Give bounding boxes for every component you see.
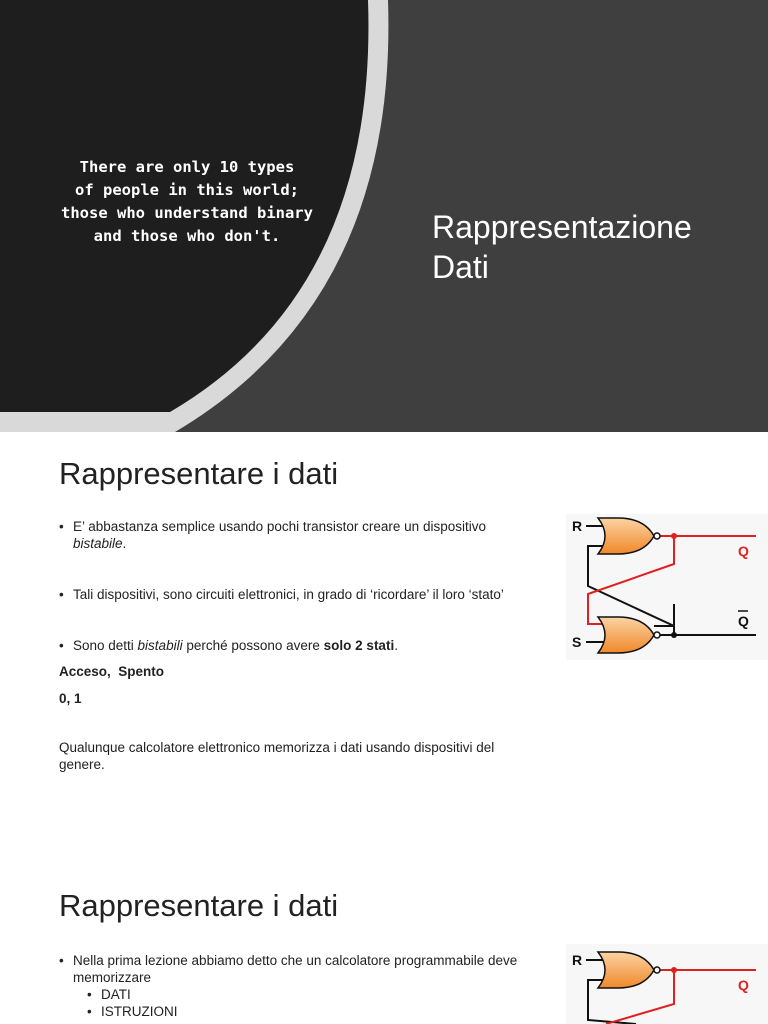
label-q: Q (738, 977, 749, 993)
nor-gate-top (598, 952, 654, 988)
binary-joke-text: There are only 10 types of people in this world; those who understand binary and those who don't. (61, 158, 313, 245)
label-r: R (572, 518, 583, 534)
label-q-bar: Q (738, 613, 749, 629)
bullet-strong: solo 2 stati (323, 638, 395, 653)
bullet-two-states (59, 637, 549, 654)
sr-latch-diagram (566, 514, 768, 660)
bullet-period: . (394, 638, 398, 653)
nor-gate-top (598, 518, 654, 554)
states-digits: 0, 1 (59, 691, 82, 706)
bullet-text: perché possono avere (182, 638, 324, 653)
presentation-title (432, 207, 752, 287)
bullet-list (59, 586, 559, 603)
nor-gate-bottom (598, 617, 654, 653)
label-r: R (572, 952, 583, 968)
sub-bullet-data: • DATI (59, 986, 539, 1003)
content-slide-2 (0, 864, 768, 1024)
bullet-list (59, 518, 549, 552)
bullet-text: Sono detti (73, 638, 138, 653)
bullet-memory: • Nella prima lezione abbiamo detto che un calcolatore programmabile deve memorizzare (59, 952, 539, 986)
bullet-text: E’ abbastanza semplice usando pochi transistor creare un dispositivo (73, 519, 486, 534)
label-q: Q (738, 543, 749, 559)
states-words: Acceso, Spento (59, 664, 165, 679)
title-slide (0, 0, 768, 432)
content-slide-1 (0, 432, 768, 864)
bullet-period: . (122, 536, 127, 551)
bullet-list (59, 637, 549, 654)
slide-title: Rappresentare i dati (59, 456, 339, 491)
binary-joke-image (6, 10, 368, 410)
closing-paragraph: Qualunque calcolatore elettronico memorizza i dati usando dispositivi del genere. (59, 740, 495, 772)
title-line-2: Dati (432, 249, 489, 285)
bullet-bistable (59, 518, 549, 552)
slide-title: Rappresentare i dati (59, 888, 339, 923)
label-s: S (572, 634, 582, 650)
bullet-list (59, 952, 539, 1020)
title-line-1: Rappresentazione (432, 209, 692, 245)
sr-latch-diagram (566, 944, 768, 1024)
bullet-emphasis: bistabili (137, 638, 183, 653)
bullet-emphasis: bistabile (73, 536, 123, 551)
bullet-devices: • Tali dispositivi, sono circuiti elettronici, in grado di ‘ricordare’ il loro ‘stato’ (59, 586, 559, 603)
sub-bullet-instructions: • ISTRUZIONI (59, 1003, 539, 1020)
